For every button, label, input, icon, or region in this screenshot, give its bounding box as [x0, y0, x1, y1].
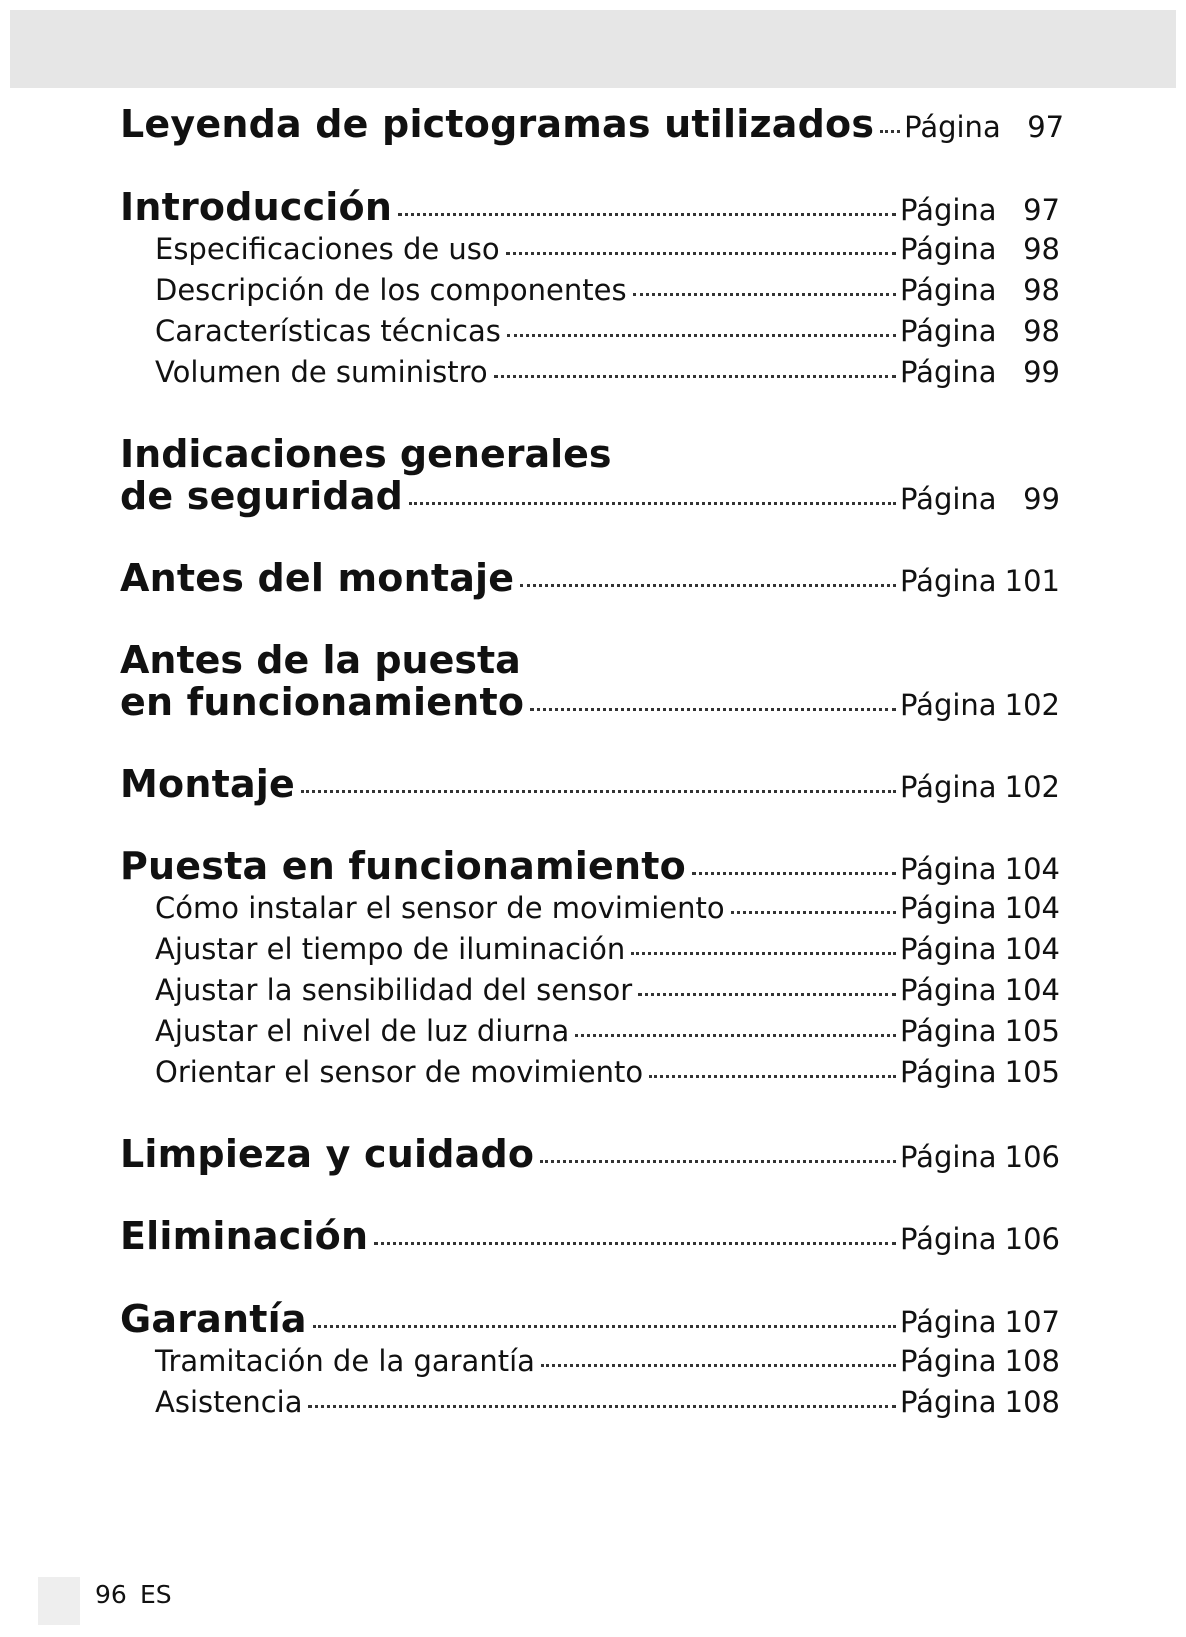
toc-entry-introduccion[interactable]	[120, 185, 1060, 229]
dot-leader	[880, 130, 900, 133]
page-number: 104	[1004, 932, 1060, 966]
toc-entry-title: Montaje	[120, 762, 295, 806]
toc-entry-title: Características técnicas	[155, 314, 501, 348]
page-label: Página	[900, 932, 997, 966]
toc-entry-limpieza[interactable]	[120, 1132, 1060, 1176]
dot-leader	[398, 213, 896, 216]
dot-leader	[649, 1075, 896, 1078]
toc-entry-title: Ajustar el nivel de luz diurna	[155, 1014, 570, 1048]
toc-entry-title: Asistencia	[155, 1385, 303, 1419]
toc-subentry-orientar-sensor[interactable]	[155, 1055, 1060, 1089]
dot-leader	[506, 252, 896, 255]
page-label: Página	[900, 973, 997, 1007]
dot-leader	[731, 911, 896, 914]
toc-entry-antes-montaje[interactable]	[120, 556, 1060, 600]
dot-leader	[575, 1034, 896, 1037]
dot-leader	[540, 1160, 896, 1163]
page-label: Página	[900, 355, 997, 389]
toc-entry-eliminacion[interactable]	[120, 1214, 1060, 1258]
page-number: 98	[1023, 314, 1060, 348]
page-label: Página	[900, 770, 997, 804]
page-number: 99	[1023, 355, 1060, 389]
dot-leader	[308, 1405, 896, 1408]
toc-subentry-caracteristicas[interactable]	[155, 314, 1060, 348]
toc-entry-title: en funcionamiento	[120, 680, 525, 724]
toc-entry-title-line1: Indicaciones generales	[120, 432, 612, 476]
page-label: Página	[900, 891, 997, 925]
toc-subentry-instalar-sensor[interactable]	[155, 891, 1060, 925]
page-number: 101	[1004, 564, 1060, 598]
toc-subentry-sensibilidad[interactable]	[155, 973, 1060, 1007]
toc-entry-title: Descripción de los componentes	[155, 273, 627, 307]
toc-subentry-descripcion[interactable]	[155, 273, 1060, 307]
toc-entry-title: Puesta en funcionamiento	[120, 844, 686, 888]
footer-marker	[38, 1577, 80, 1625]
page-label: Página	[900, 1055, 997, 1089]
dot-leader	[541, 1364, 896, 1367]
page-label: Página	[900, 852, 997, 886]
dot-leader	[692, 872, 896, 875]
page-label: Página	[900, 1305, 997, 1339]
toc-entry-title: Orientar el sensor de movimiento	[155, 1055, 644, 1089]
dot-leader	[520, 584, 896, 587]
toc-entry-garantia[interactable]	[120, 1297, 1060, 1341]
page-number: 98	[1023, 232, 1060, 266]
page-number: 104	[1004, 973, 1060, 1007]
toc-entry-title: de seguridad	[120, 474, 404, 518]
toc-entry-indicaciones[interactable]	[120, 474, 1060, 518]
page-label: Página	[900, 1222, 997, 1256]
toc-entry-antes-puesta[interactable]	[120, 680, 1060, 724]
page-number: 97	[1027, 110, 1065, 144]
page-number: 108	[1004, 1344, 1060, 1378]
toc-entry-title: Cómo instalar el sensor de movimiento	[155, 891, 725, 925]
page-number: 99	[1023, 482, 1060, 516]
toc-subentry-luz-diurna[interactable]	[155, 1014, 1060, 1048]
page-number: 102	[1004, 688, 1060, 722]
dot-leader	[409, 502, 896, 505]
toc-entry-title: Leyenda de pictogramas utilizados	[120, 102, 875, 146]
dot-leader	[494, 375, 896, 378]
page-label: Página	[900, 193, 997, 227]
page-label: Página	[900, 482, 997, 516]
toc-subentry-tiempo-iluminacion[interactable]	[155, 932, 1060, 966]
page-label: Página	[904, 110, 1001, 144]
toc-entry-title: Eliminación	[120, 1214, 369, 1258]
toc-entry-title: Tramitación de la garantía	[155, 1344, 535, 1378]
page-label: Página	[900, 1385, 997, 1419]
page-number: 108	[1004, 1385, 1060, 1419]
page-label: Página	[900, 314, 997, 348]
toc-entry-title: Introducción	[120, 185, 393, 229]
page-number: 98	[1023, 273, 1060, 307]
dot-leader	[313, 1325, 896, 1328]
page-number: 107	[1004, 1305, 1060, 1339]
toc-entry-title: Ajustar la sensibilidad del sensor	[155, 973, 633, 1007]
footer-language: ES	[140, 1580, 172, 1609]
page-number: 104	[1004, 891, 1060, 925]
dot-leader	[631, 952, 896, 955]
toc-subentry-asistencia[interactable]	[155, 1385, 1060, 1419]
toc-subentry-tramitacion[interactable]	[155, 1344, 1060, 1378]
page-number: 106	[1004, 1222, 1060, 1256]
toc-entry-title: Limpieza y cuidado	[120, 1132, 535, 1176]
page-label: Página	[900, 1014, 997, 1048]
toc-entry-title: Antes del montaje	[120, 556, 515, 600]
page-label: Página	[900, 688, 997, 722]
page-label: Página	[900, 273, 997, 307]
page-label: Página	[900, 1344, 997, 1378]
page-label: Página	[900, 232, 997, 266]
toc-entry-puesta[interactable]	[120, 844, 1060, 888]
toc-entry-montaje[interactable]	[120, 762, 1060, 806]
dot-leader	[633, 293, 896, 296]
page-number: 105	[1004, 1055, 1060, 1089]
dot-leader	[301, 790, 896, 793]
page-label: Página	[900, 1140, 997, 1174]
dot-leader	[507, 334, 896, 337]
toc-entry-title: Garantía	[120, 1297, 307, 1341]
footer-page-number: 96	[95, 1580, 127, 1609]
toc-entry-title-line1: Antes de la puesta	[120, 638, 521, 682]
toc-subentry-especificaciones[interactable]	[155, 232, 1060, 266]
page-number: 97	[1023, 193, 1060, 227]
toc-entry-title: Especificaciones de uso	[155, 232, 500, 266]
dot-leader	[638, 993, 896, 996]
toc-entry-leyenda[interactable]	[120, 102, 1065, 146]
page-label: Página	[900, 564, 997, 598]
dot-leader	[530, 708, 896, 711]
toc-entry-title: Volumen de suministro	[155, 355, 488, 389]
dot-leader	[374, 1242, 896, 1245]
page-number: 102	[1004, 770, 1060, 804]
toc-entry-title: Ajustar el tiempo de iluminación	[155, 932, 626, 966]
page-number: 105	[1004, 1014, 1060, 1048]
toc-subentry-volumen[interactable]	[155, 355, 1060, 389]
page-number: 106	[1004, 1140, 1060, 1174]
page-number: 104	[1004, 852, 1060, 886]
